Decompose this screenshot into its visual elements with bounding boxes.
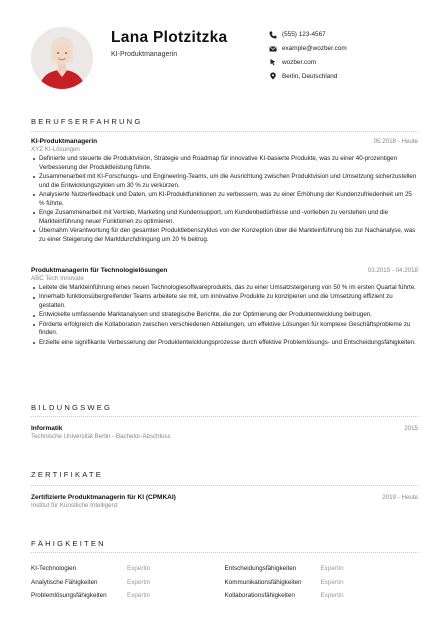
experience-entry <box>31 267 418 348</box>
skill-level: Expertin <box>127 578 151 586</box>
achievement-item: Zusammenarbeit mit KI-Forschungs- und Engineering-Teams, um die Ausrichtung zwischen Produktvision und Umsetzung sicherzustellen und die Entwicklungszyklen um 30 % zu verkürzen. <box>31 173 418 190</box>
section-title-education: BILDUNGSWEG <box>31 403 113 412</box>
achievement-item: Analysierte Nutzerfeedback und Daten, um KI-Produktfunktionen zu verbessern, was zu einer Erhöhung der Kundenzufriedenheit um 25 % führte. <box>31 191 418 208</box>
achievement-item: Entwickelte umfassende Marktanalysen und strategische Berichte, die zur Optimierung der Produktentwicklung beitrugen. <box>31 311 418 320</box>
achievement-item: Erzielte eine signifikante Verbesserung der Produktentwicklungsprozesse durch effektive Problemlösungs- und Entscheidungsfähigkeiten. <box>31 339 418 348</box>
skill-name: Analytische Fähigkeiten <box>31 578 98 586</box>
section-title-certificates: ZERTIFIKATE <box>31 470 104 479</box>
certificate-dates: 2019 - Heute <box>382 494 418 501</box>
degree-title: Informatik <box>31 425 63 432</box>
contact-phone-text: (555) 123-4567 <box>282 31 326 39</box>
contact-website-text: wozber.com <box>282 58 317 66</box>
skill-level: Expertin <box>320 565 344 573</box>
location-pin-icon <box>268 72 277 81</box>
skill-item <box>31 565 225 572</box>
skill-level: Expertin <box>320 578 344 586</box>
company-name: XYZ KI-Lösungen <box>31 146 80 153</box>
institution-name: Technische Universität Berlin - Bachelor-Abschluss <box>31 433 171 440</box>
contact-location <box>268 69 428 83</box>
skill-level: Expertin <box>127 565 151 573</box>
skills-grid <box>31 562 418 603</box>
skill-name: Entscheidungsfähigkeiten <box>224 565 297 573</box>
avatar <box>31 27 93 89</box>
graduation-year: 2015 <box>404 425 418 432</box>
skill-item <box>225 579 419 586</box>
candidate-name: Lana Plotzitzka <box>111 29 228 46</box>
skill-item <box>225 592 419 599</box>
achievement-item: Übernahm Verantwortung für den gesamten Produktlebenszyklus von der Konzeption über die Markteinführung bis zur Nachanalyse, was zu einer Steigerung der Marktdurchdringung um 20 % beitrug. <box>31 227 418 244</box>
section-title-skills: FÄHIGKEITEN <box>31 539 106 548</box>
contact-email-text: example@wozber.com <box>282 45 347 53</box>
skill-level: Expertin <box>127 592 151 600</box>
achievement-item: Innerhalb funktionsübergreifender Teams arbeitete sie mit, um innovative Produkte zu konzipieren und die Umsetzung effizient zu gestalten. <box>31 293 418 310</box>
skill-item <box>225 565 419 572</box>
skill-name: KI-Technologien <box>31 565 77 573</box>
profile-photo <box>31 27 93 89</box>
achievement-item: Definierte und steuerte die Produktvision, Strategie und Roadmap für innovative KI-basierte Produkte, was zu einer 40-prozentigen Verbesserung der Produktleistung führte. <box>31 155 418 172</box>
contact-location-text: Berlin, Deutschland <box>282 72 338 80</box>
job-dates: 05.2018 - Heute <box>373 138 418 145</box>
achievement-list <box>31 284 418 347</box>
skill-level: Expertin <box>320 592 344 600</box>
skill-item <box>31 592 225 599</box>
skill-name: Problemlösungsfähigkeiten <box>31 592 107 600</box>
contact-website[interactable] <box>268 56 428 70</box>
phone-icon <box>268 30 277 39</box>
achievement-item: Leitete die Markteinführung eines neuen Technologiesoftwareprodukts, das zu einer Umsatzsteigerung von 50 % im ersten Quartal führte. <box>31 284 418 293</box>
certificate-title: Zertifizierte Produktmanagerin für KI (CPMKAI) <box>31 494 176 501</box>
skill-item <box>31 579 225 586</box>
section-divider <box>31 552 418 553</box>
achievement-list <box>31 155 418 244</box>
job-title: KI-Produktmanagerin <box>31 138 98 145</box>
job-dates: 03.2015 - 04.2018 <box>367 267 418 274</box>
contact-list <box>268 28 428 83</box>
certificate-entry <box>31 494 418 509</box>
certificate-issuer: Institut für Künstliche Intelligenz <box>31 502 119 509</box>
experience-entry <box>31 138 418 245</box>
company-name: ABC Tech Innovate <box>31 275 84 282</box>
education-entry <box>31 425 418 440</box>
contact-email[interactable] <box>268 42 428 56</box>
contact-phone[interactable] <box>268 28 428 42</box>
email-icon <box>268 44 277 53</box>
skill-name: Kollaborationsfähigkeiten <box>224 592 295 600</box>
section-title-experience: BERUFSERFAHRUNG <box>31 117 143 126</box>
link-icon <box>268 58 277 67</box>
section-divider <box>31 485 418 486</box>
skill-name: Kommunikationsfähigkeiten <box>224 578 302 586</box>
candidate-role: KI-Produktmanagerin <box>111 51 178 58</box>
section-divider <box>31 131 418 132</box>
achievement-item: Förderte erfolgreich die Kollaboration zwischen verschiedenen Abteilungen, um effektive Lösungen für komplexe Geschäftsprobleme zu finden. <box>31 321 418 338</box>
section-divider <box>31 416 418 417</box>
achievement-item: Enge Zusammenarbeit mit Vertrieb, Marketing und Kundensupport, um Kundenbedürfnisse und -vorlieben zu verstehen und die Markteinführung neuer Funktionen zu optimieren. <box>31 209 418 226</box>
job-title: Produktmanagerin für Technologielösungen <box>31 267 168 274</box>
